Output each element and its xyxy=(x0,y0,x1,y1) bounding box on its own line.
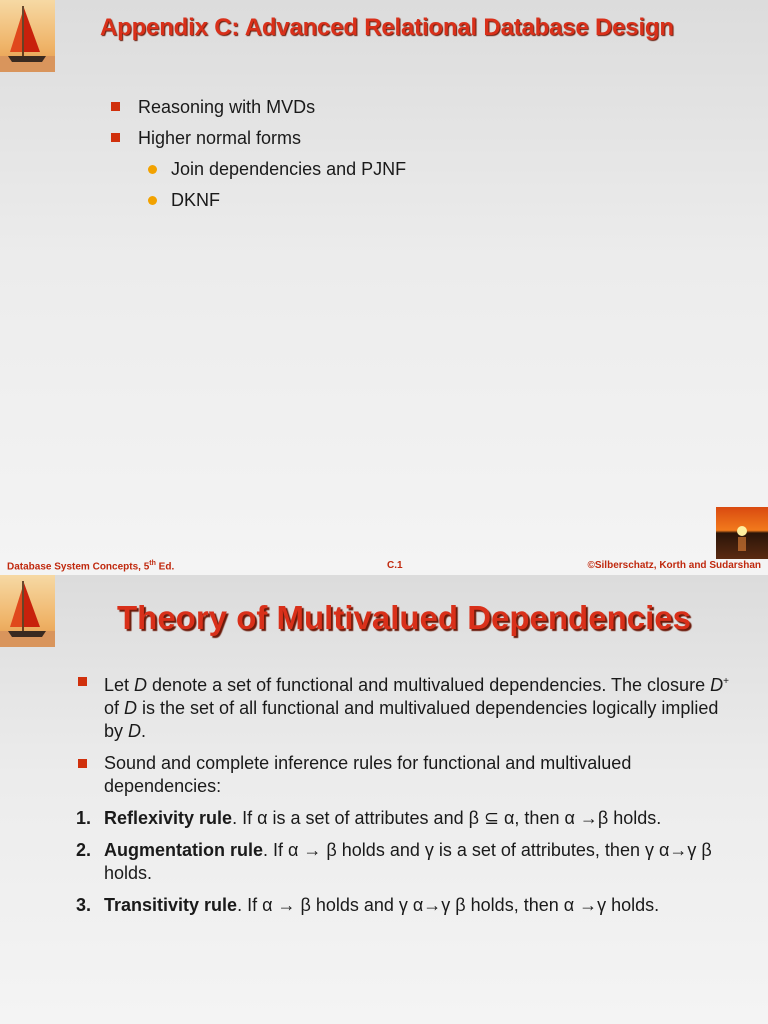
slide-title: Theory of Multivalued Dependencies xyxy=(117,599,691,636)
list-item: Reasoning with MVDs xyxy=(107,92,406,123)
sunset-image-icon xyxy=(716,507,768,559)
rule-item: 2. Augmentation rule. If α → β holds and γ is a set of attributes, then γ α→γ β holds. xyxy=(76,840,712,883)
slide-body xyxy=(76,670,736,926)
list-item: Let D denote a set of functional and multivalued dependencies. The closure D+ of D is the set of all functional and multivalued dependencies logically implied by D. xyxy=(76,670,736,743)
dot-bullet-icon xyxy=(148,196,157,205)
slide-footer xyxy=(0,560,768,574)
bullet-list xyxy=(107,92,406,216)
footer-book-title: Database System Concepts, 5th Ed. xyxy=(7,560,175,573)
footer-copyright: ©Silberschatz, Korth and Sudarshan xyxy=(587,560,761,571)
sub-list-item: Join dependencies and PJNF xyxy=(107,154,406,185)
rule-item: 1. Reflexivity rule. If α is a set of attributes and β ⊆ α, then α →β holds. xyxy=(76,808,662,828)
list-item: Higher normal forms xyxy=(107,123,406,154)
square-bullet-icon xyxy=(78,759,87,768)
footer-slide-number: C.1 xyxy=(387,560,403,571)
list-item: Sound and complete inference rules for functional and multivalued dependencies: xyxy=(76,752,736,798)
rule-item: 3. Transitivity rule. If α → β holds and γ α→γ β holds, then α →γ holds. xyxy=(76,895,660,915)
square-bullet-icon xyxy=(111,102,120,111)
sailboat-logo-icon xyxy=(0,0,55,72)
dot-bullet-icon xyxy=(148,165,157,174)
slide-2 xyxy=(0,575,768,1024)
slide-title: Appendix C: Advanced Relational Database Design xyxy=(100,14,674,41)
square-bullet-icon xyxy=(111,133,120,142)
square-bullet-icon xyxy=(78,677,87,686)
sub-list-item: DKNF xyxy=(107,185,406,216)
